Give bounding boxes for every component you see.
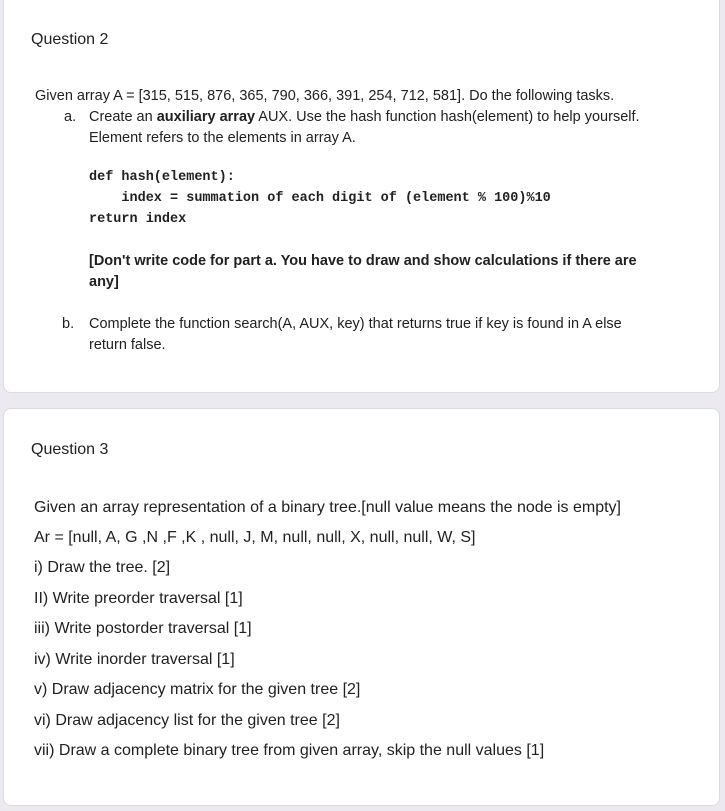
part-a-text-2: Element refers to the elements in array A.: [89, 130, 356, 146]
question-title: Question 3: [31, 441, 109, 458]
question-line: vi) Draw adjacency list for the given tree [2]: [34, 712, 340, 729]
intro-text: Given array A = [315, 515, 876, 365, 790, 366, 391, 254, 712, 581]. Do the following tasks.: [35, 88, 615, 104]
question-2-card: [3, 0, 720, 393]
part-b-text: Complete the function search(A, AUX, key) that returns true if key is found in A else: [89, 316, 622, 332]
list-marker: b.: [62, 316, 75, 332]
code-line: def hash(element):: [89, 170, 235, 185]
question-line: Given an array representation of a binary tree.[null value means the node is empty]: [34, 499, 621, 516]
code-line: index = summation of each digit of (element % 100)%10: [89, 191, 551, 206]
question-title: Question 2: [31, 31, 109, 48]
question-line: iii) Write postorder traversal [1]: [34, 620, 252, 637]
list-marker: a.: [64, 109, 77, 125]
question-line: Ar = [null, A, G ,N ,F ,K , null, J, M, null, null, X, null, null, W, S]: [34, 529, 476, 546]
question-line: i) Draw the tree. [2]: [34, 559, 171, 576]
note-text: [Don't write code for part a. You have to draw and show calculations if there are: [89, 253, 637, 269]
question-line: iv) Write inorder traversal [1]: [34, 651, 235, 668]
question-line: II) Write preorder traversal [1]: [34, 590, 243, 607]
question-line: vii) Draw a complete binary tree from given array, skip the null values [1]: [34, 742, 545, 759]
part-a-text: Create an auxiliary array AUX. Use the hash function hash(element) to help yourself.: [89, 109, 640, 125]
part-b-text-2: return false.: [89, 337, 166, 353]
note-text-2: any]: [89, 274, 119, 290]
question-3-card: [3, 408, 720, 806]
code-line: return index: [89, 212, 187, 227]
question-line: v) Draw adjacency matrix for the given tree [2]: [34, 681, 361, 698]
